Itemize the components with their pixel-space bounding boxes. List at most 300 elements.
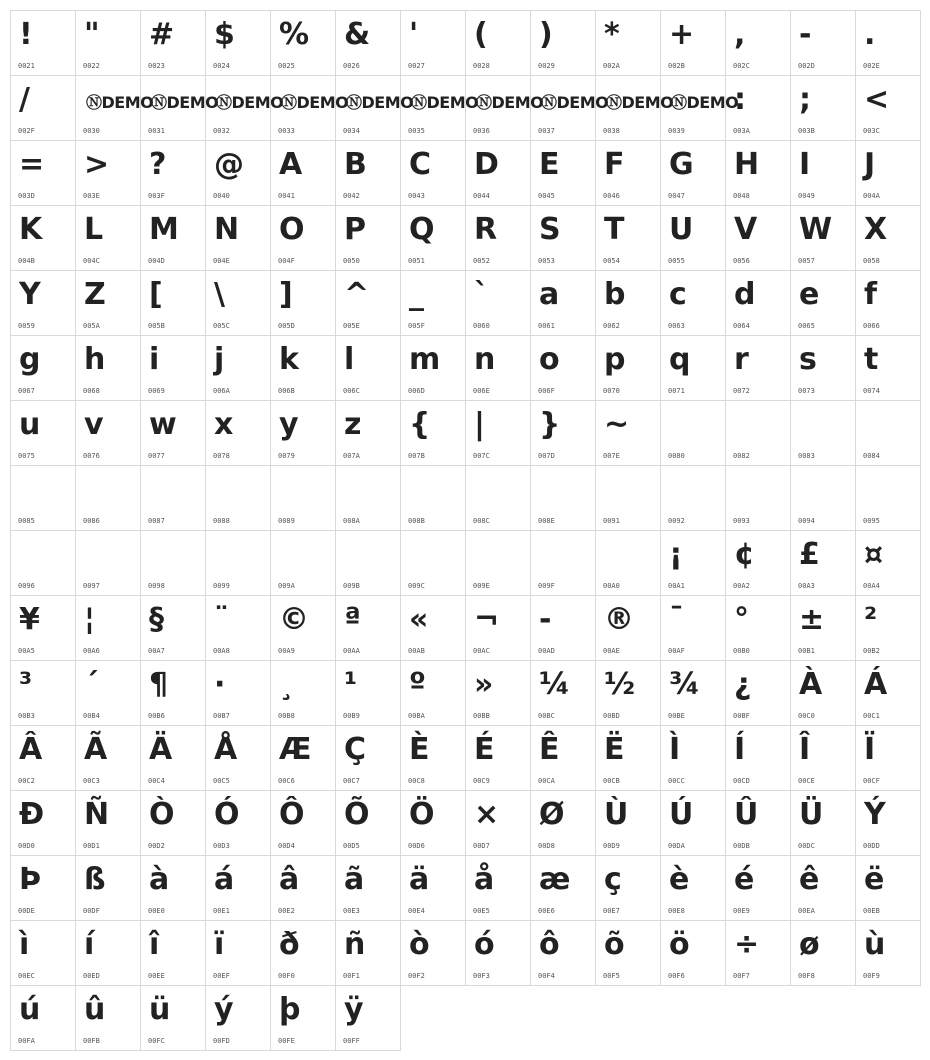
glyph-cell	[725, 920, 791, 986]
glyph-cell	[595, 920, 661, 986]
glyph-cell	[335, 335, 401, 401]
glyph-sample: B	[344, 147, 367, 182]
codepoint-label: 0070	[603, 387, 620, 395]
glyph-cell	[140, 595, 206, 661]
codepoint-label: 00A1	[668, 582, 685, 590]
glyph-sample: ®	[604, 602, 634, 637]
glyph-cell	[205, 790, 271, 856]
codepoint-label: 0087	[148, 517, 165, 525]
codepoint-label: 009C	[408, 582, 425, 590]
codepoint-label: 00F1	[343, 972, 360, 980]
glyph-sample: ?	[149, 147, 167, 182]
glyph-cell	[855, 790, 921, 856]
glyph-cell	[140, 985, 206, 1051]
glyph-sample: â	[279, 862, 300, 897]
glyph-sample: /	[19, 82, 30, 117]
glyph-sample: P	[344, 212, 366, 247]
codepoint-label: 00C9	[473, 777, 490, 785]
glyph-cell	[140, 465, 206, 531]
glyph-sample: >	[84, 147, 110, 182]
codepoint-label: 0021	[18, 62, 35, 70]
codepoint-label: 0042	[343, 192, 360, 200]
glyph-sample: ð	[279, 927, 300, 962]
codepoint-label: 00CD	[733, 777, 750, 785]
glyph-cell	[790, 270, 856, 336]
codepoint-label: 0043	[408, 192, 425, 200]
glyph-cell	[75, 270, 141, 336]
codepoint-label: 00E9	[733, 907, 750, 915]
codepoint-label: 0044	[473, 192, 490, 200]
codepoint-label: 00C3	[83, 777, 100, 785]
codepoint-label: 00BC	[538, 712, 555, 720]
glyph-cell	[205, 140, 271, 206]
codepoint-label: 0039	[668, 127, 685, 135]
codepoint-label: 008B	[408, 517, 425, 525]
codepoint-label: 0088	[213, 517, 230, 525]
glyph-sample: c	[669, 277, 687, 312]
glyph-cell	[595, 855, 661, 921]
glyph-sample: <	[864, 82, 890, 117]
glyph-cell	[75, 530, 141, 596]
codepoint-label: 00C2	[18, 777, 35, 785]
glyph-sample: ø	[799, 927, 820, 962]
codepoint-label: 00A5	[18, 647, 35, 655]
glyph-sample: ä	[409, 862, 430, 897]
glyph-cell	[75, 10, 141, 76]
codepoint-label: 00DF	[83, 907, 100, 915]
codepoint-label: 00B3	[18, 712, 35, 720]
glyph-cell	[75, 660, 141, 726]
glyph-sample: k	[279, 342, 299, 377]
glyph-cell	[725, 595, 791, 661]
glyph-sample: Ü	[799, 797, 824, 832]
codepoint-label: 005B	[148, 322, 165, 330]
demo-watermark-glyph: ⓃDEMO	[151, 93, 219, 112]
glyph-cell	[530, 725, 596, 791]
glyph-cell	[205, 465, 271, 531]
codepoint-label: 00AC	[473, 647, 490, 655]
glyph-sample: ü	[149, 992, 171, 1027]
glyph-cell	[725, 205, 791, 271]
codepoint-label: 004F	[278, 257, 295, 265]
codepoint-label: 004B	[18, 257, 35, 265]
demo-watermark-glyph: ⓃDEMO	[281, 93, 349, 112]
glyph-cell	[270, 10, 336, 76]
codepoint-label: 0032	[213, 127, 230, 135]
codepoint-label: 002A	[603, 62, 620, 70]
glyph-cell	[595, 205, 661, 271]
codepoint-label: 00D6	[408, 842, 425, 850]
glyph-cell	[855, 270, 921, 336]
glyph-cell	[205, 335, 271, 401]
glyph-cell	[530, 790, 596, 856]
glyph-cell	[400, 920, 466, 986]
codepoint-label: 005D	[278, 322, 295, 330]
glyph-cell	[400, 595, 466, 661]
glyph-sample: É	[474, 732, 495, 767]
glyph-cell	[855, 400, 921, 466]
codepoint-label: 0065	[798, 322, 815, 330]
codepoint-label: 00E3	[343, 907, 360, 915]
glyph-sample: Ë	[604, 732, 625, 767]
codepoint-label: 0071	[668, 387, 685, 395]
codepoint-label: 002C	[733, 62, 750, 70]
glyph-cell	[530, 920, 596, 986]
codepoint-label: 0078	[213, 452, 230, 460]
codepoint-label: 00EA	[798, 907, 815, 915]
glyph-sample: G	[669, 147, 694, 182]
glyph-cell	[465, 920, 531, 986]
glyph-sample: ã	[344, 862, 365, 897]
codepoint-label: 00AB	[408, 647, 425, 655]
glyph-cell	[465, 790, 531, 856]
glyph-sample: Ý	[864, 797, 886, 832]
glyph-cell	[725, 465, 791, 531]
codepoint-label: 007E	[603, 452, 620, 460]
codepoint-label: 002D	[798, 62, 815, 70]
codepoint-label: 0077	[148, 452, 165, 460]
glyph-cell	[790, 660, 856, 726]
glyph-cell	[660, 335, 726, 401]
codepoint-label: 0075	[18, 452, 35, 460]
glyph-cell	[855, 855, 921, 921]
codepoint-label: 00D7	[473, 842, 490, 850]
glyph-cell	[465, 400, 531, 466]
glyph-sample: ÿ	[344, 992, 364, 1027]
codepoint-label: 009B	[343, 582, 360, 590]
glyph-cell	[335, 725, 401, 791]
glyph-cell	[140, 400, 206, 466]
codepoint-label: 0092	[668, 517, 685, 525]
glyph-sample: D	[474, 147, 499, 182]
glyph-sample: Y	[19, 277, 41, 312]
codepoint-label: 00CB	[603, 777, 620, 785]
glyph-cell	[75, 205, 141, 271]
glyph-sample: +	[669, 17, 695, 52]
codepoint-label: 00DC	[798, 842, 815, 850]
codepoint-label: 0084	[863, 452, 880, 460]
glyph-cell	[530, 10, 596, 76]
glyph-sample: ]	[279, 277, 293, 312]
glyph-sample: ^	[344, 277, 370, 312]
codepoint-label: 00F5	[603, 972, 620, 980]
glyph-sample: ç	[604, 862, 622, 897]
glyph-cell	[530, 140, 596, 206]
glyph-cell	[335, 985, 401, 1051]
glyph-cell	[75, 725, 141, 791]
codepoint-label: 0060	[473, 322, 490, 330]
codepoint-label: 0079	[278, 452, 295, 460]
glyph-cell	[530, 530, 596, 596]
glyph-cell	[725, 725, 791, 791]
glyph-cell	[10, 400, 76, 466]
glyph-sample: N	[214, 212, 240, 247]
codepoint-label: 00EF	[213, 972, 230, 980]
codepoint-label: 0094	[798, 517, 815, 525]
codepoint-label: 003A	[733, 127, 750, 135]
codepoint-label: 00BF	[733, 712, 750, 720]
glyph-cell	[10, 75, 76, 141]
glyph-sample: ú	[19, 992, 41, 1027]
glyph-sample: O	[279, 212, 305, 247]
codepoint-label: 00CA	[538, 777, 555, 785]
glyph-cell	[75, 790, 141, 856]
glyph-sample: ò	[409, 927, 430, 962]
glyph-cell	[465, 10, 531, 76]
glyph-cell	[595, 595, 661, 661]
glyph-sample: ¢	[734, 537, 755, 572]
codepoint-label: 009E	[473, 582, 490, 590]
glyph-cell	[10, 595, 76, 661]
codepoint-label: 0054	[603, 257, 620, 265]
glyph-cell	[855, 660, 921, 726]
glyph-cell	[270, 920, 336, 986]
glyph-cell	[595, 400, 661, 466]
glyph-cell	[790, 855, 856, 921]
glyph-cell	[140, 10, 206, 76]
codepoint-label: 00CC	[668, 777, 685, 785]
codepoint-label: 0045	[538, 192, 555, 200]
glyph-sample: Ê	[539, 732, 560, 767]
glyph-sample: F	[604, 147, 625, 182]
glyph-cell	[595, 140, 661, 206]
glyph-cell	[790, 595, 856, 661]
glyph-cell	[10, 985, 76, 1051]
codepoint-label: 0024	[213, 62, 230, 70]
glyph-sample: æ	[539, 862, 571, 897]
codepoint-label: 00AA	[343, 647, 360, 655]
glyph-sample: ¾	[669, 667, 701, 702]
codepoint-label: 0046	[603, 192, 620, 200]
glyph-cell	[335, 790, 401, 856]
glyph-sample: «	[409, 602, 429, 637]
codepoint-label: 00D5	[343, 842, 360, 850]
codepoint-label: 00DD	[863, 842, 880, 850]
glyph-sample: b	[604, 277, 626, 312]
glyph-sample: [	[149, 277, 163, 312]
glyph-sample: z	[344, 407, 362, 442]
codepoint-label: 0073	[798, 387, 815, 395]
glyph-sample: s	[799, 342, 817, 377]
glyph-cell	[400, 855, 466, 921]
glyph-sample: ×	[474, 797, 500, 832]
glyph-sample: Û	[734, 797, 759, 832]
glyph-cell	[400, 335, 466, 401]
glyph-sample: é	[734, 862, 755, 897]
codepoint-label: 00FB	[83, 1037, 100, 1045]
codepoint-label: 0034	[343, 127, 360, 135]
glyph-sample: ¬	[474, 602, 500, 637]
codepoint-label: 00E8	[668, 907, 685, 915]
glyph-sample: #	[149, 17, 175, 52]
glyph-sample: è	[669, 862, 690, 897]
glyph-sample: Ò	[149, 797, 175, 832]
demo-watermark-glyph: ⓃDEMO	[86, 93, 154, 112]
glyph-cell	[270, 205, 336, 271]
glyph-sample: §	[149, 602, 164, 637]
glyph-sample: '	[409, 17, 419, 52]
glyph-cell	[530, 205, 596, 271]
codepoint-label: 004C	[83, 257, 100, 265]
glyph-sample: ÷	[734, 927, 760, 962]
glyph-sample: ¯	[669, 602, 684, 637]
glyph-cell	[75, 920, 141, 986]
glyph-sample: r	[734, 342, 749, 377]
codepoint-label: 00DB	[733, 842, 750, 850]
glyph-cell	[335, 855, 401, 921]
glyph-sample: ¼	[539, 667, 571, 702]
codepoint-label: 0072	[733, 387, 750, 395]
glyph-sample: y	[279, 407, 299, 442]
glyph-sample: ß	[84, 862, 106, 897]
glyph-sample: Ñ	[84, 797, 110, 832]
codepoint-label: 005A	[83, 322, 100, 330]
glyph-sample: g	[19, 342, 41, 377]
glyph-cell	[595, 335, 661, 401]
codepoint-label: 0036	[473, 127, 490, 135]
codepoint-label: 005F	[408, 322, 425, 330]
codepoint-label: 00B0	[733, 647, 750, 655]
glyph-sample: %	[279, 17, 310, 52]
codepoint-label: 00DE	[18, 907, 35, 915]
glyph-cell	[75, 140, 141, 206]
codepoint-label: 00A7	[148, 647, 165, 655]
glyph-cell	[205, 855, 271, 921]
glyph-cell	[465, 270, 531, 336]
glyph-sample: Þ	[19, 862, 42, 897]
codepoint-label: 0095	[863, 517, 880, 525]
glyph-sample: È	[409, 732, 430, 767]
codepoint-label: 0076	[83, 452, 100, 460]
glyph-sample: Đ	[19, 797, 45, 832]
codepoint-label: 00BD	[603, 712, 620, 720]
codepoint-label: 0063	[668, 322, 685, 330]
glyph-sample: ©	[279, 602, 309, 637]
glyph-cell	[855, 10, 921, 76]
glyph-cell	[530, 400, 596, 466]
codepoint-label: 00B2	[863, 647, 880, 655]
glyph-cell	[335, 465, 401, 531]
codepoint-label: 008C	[473, 517, 490, 525]
glyph-cell	[465, 205, 531, 271]
glyph-cell	[335, 660, 401, 726]
glyph-cell	[75, 335, 141, 401]
glyph-sample: Ú	[669, 797, 694, 832]
glyph-cell	[660, 10, 726, 76]
codepoint-label: 002B	[668, 62, 685, 70]
glyph-cell	[205, 920, 271, 986]
glyph-cell	[790, 140, 856, 206]
codepoint-label: 004E	[213, 257, 230, 265]
codepoint-label: 00EC	[18, 972, 35, 980]
glyph-cell	[270, 465, 336, 531]
glyph-cell	[725, 10, 791, 76]
codepoint-label: 0062	[603, 322, 620, 330]
codepoint-label: 008A	[343, 517, 360, 525]
codepoint-label: 002F	[18, 127, 35, 135]
codepoint-label: 00EB	[863, 907, 880, 915]
glyph-cell	[725, 140, 791, 206]
glyph-sample: ¹	[344, 667, 358, 702]
glyph-sample: ¦	[84, 602, 95, 637]
glyph-cell	[595, 10, 661, 76]
codepoint-label: 0028	[473, 62, 490, 70]
codepoint-label: 00D2	[148, 842, 165, 850]
codepoint-label: 00C6	[278, 777, 295, 785]
codepoint-label: 003E	[83, 192, 100, 200]
glyph-cell	[660, 400, 726, 466]
glyph-cell	[335, 205, 401, 271]
glyph-sample: l	[344, 342, 355, 377]
codepoint-label: 0085	[18, 517, 35, 525]
codepoint-label: 00A6	[83, 647, 100, 655]
glyph-cell	[10, 660, 76, 726]
codepoint-label: 007C	[473, 452, 490, 460]
glyph-cell	[595, 790, 661, 856]
glyph-sample: ½	[604, 667, 636, 702]
glyph-sample: á	[214, 862, 235, 897]
glyph-sample: v	[84, 407, 104, 442]
glyph-cell	[140, 660, 206, 726]
codepoint-label: 002E	[863, 62, 880, 70]
codepoint-label: 0055	[668, 257, 685, 265]
glyph-cell	[530, 595, 596, 661]
glyph-sample: £	[799, 537, 820, 572]
glyph-sample: Î	[799, 732, 811, 767]
glyph-cell	[75, 595, 141, 661]
glyph-sample: Ø	[539, 797, 565, 832]
glyph-cell	[660, 595, 726, 661]
glyph-sample: Â	[19, 732, 43, 767]
codepoint-label: 0053	[538, 257, 555, 265]
glyph-sample: o	[539, 342, 560, 377]
glyph-cell	[205, 205, 271, 271]
codepoint-label: 00BA	[408, 712, 425, 720]
glyph-cell	[725, 270, 791, 336]
glyph-cell	[335, 920, 401, 986]
glyph-cell	[595, 465, 661, 531]
codepoint-label: 00D4	[278, 842, 295, 850]
glyph-cell	[855, 465, 921, 531]
glyph-cell	[10, 465, 76, 531]
glyph-sample: -	[539, 602, 552, 637]
glyph-sample: .	[864, 17, 876, 52]
glyph-sample: x	[214, 407, 234, 442]
codepoint-label: 00F2	[408, 972, 425, 980]
glyph-sample: ê	[799, 862, 820, 897]
glyph-cell	[205, 10, 271, 76]
glyph-cell	[75, 465, 141, 531]
glyph-sample: ó	[474, 927, 495, 962]
codepoint-label: 00A4	[863, 582, 880, 590]
codepoint-label: 0049	[798, 192, 815, 200]
glyph-sample: ì	[19, 927, 30, 962]
glyph-cell	[400, 140, 466, 206]
codepoint-label: 003F	[148, 192, 165, 200]
codepoint-label: 00D1	[83, 842, 100, 850]
glyph-cell	[725, 855, 791, 921]
glyph-sample: (	[474, 17, 488, 52]
glyph-cell	[400, 10, 466, 76]
codepoint-label: 0058	[863, 257, 880, 265]
codepoint-label: 009A	[278, 582, 295, 590]
glyph-cell	[400, 205, 466, 271]
glyph-cell	[140, 920, 206, 986]
glyph-cell	[75, 985, 141, 1051]
glyph-cell	[140, 140, 206, 206]
glyph-cell	[530, 335, 596, 401]
glyph-cell	[465, 465, 531, 531]
